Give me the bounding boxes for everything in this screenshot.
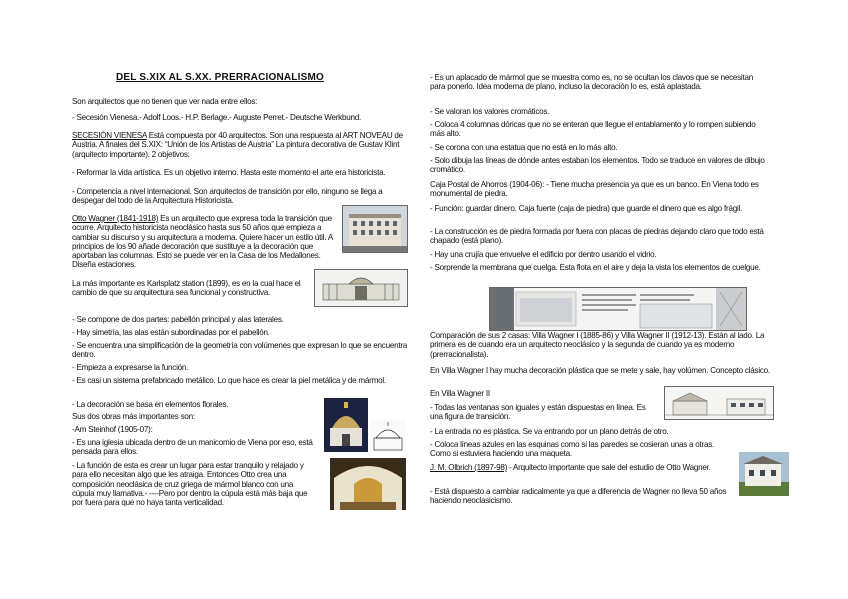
villa-wagner-2-point-1: - Todas las ventanas son iguales y están dispuestas en línea. Es una figura de transición. [430,403,646,422]
villas-comparison: Comparación de sus 2 casas: Villa Wagner I (1885-86) y Villa Wagner II (1912-13). Están al lado. La primera es de cuando era un arquitecto neoclásico y la segunda de cuando ya es moderno (prerracionalista). [430,331,765,359]
steinhof-point-1: - Es una iglesia ubicada dentro de un manicomio de Viena por eso, está pensada para ellos. [72,438,313,457]
steinhof-point-2: - La función de esta es crear un lugar para estar tranquilo y relajado y para ello necesitan algo que les atraiga. Entonces Otto crea una composición neoclásica de cruz griega de mármol blanco con una cúpula muy llamativa.- ----Pero por dentro la cúpula está más baja que por fuera para que no haya tanta verticalidad. [72,461,308,508]
wagner-paragraph [72,214,334,270]
architects-list: - Secesión Vienesa.- Adolf Loos.- H.P. Berlage.- Auguste Perret.- Deutsche Werkbund. [72,113,361,122]
karlsplatz-point-5: - Es casi un sistema prefabricado metálico. Lo que hace es crear la piel metálica y de mármol. [72,376,386,385]
karlsplatz-paragraph: La más importante es Karlsplatz station (1899), es en la cual hace el cambio de que su arquitectura sea funcional y constructiva. [72,279,301,298]
steinhof-point-3: - Es un aplacado de mármol que se muestra como es, no se ocultan los clavos que se necesitan para ponerlo. Idea moderna de plano, incluso la decoración lo es, está aplastada. [430,73,753,92]
karlsplatz-point-6: - La decoración se basa en elementos florales. [72,400,229,409]
photo-karlsplatz-station [314,269,408,307]
karlsplatz-point-2: - Hay simetría, las alas están subordinadas por el pabellón. [72,328,270,337]
photo-caja-postal-panorama [489,287,747,331]
steinhof-point-4: - Se valoran los valores cromáticos. [430,107,550,116]
secesion-text: Está compuesta por 40 arquitectos. Son una respuesta al ART NOVEAU de Austria. A finales del S.XIX: “Unión de los Artistas de Austria” La pintura decorativa de Gustav Klint (arquitecto importante). 2 objetivos: [72,131,403,159]
steinhof-point-7: - Solo dibuja las líneas de dónde antes estaban los elementos. Todo se traduce en valores de dibujo cromático. [430,156,765,175]
steinhof-heading: -Am Steinhof (1905-07): [72,425,153,434]
objective-2: - Competencia a nivel internacional. Son arquitectos de transición por ello, ninguno se llega a despegar del todo de la Arquitectura Historicista. [72,187,383,206]
photo-steinhof-church [324,398,368,452]
olbrich-text: - Arquitecto importante que sale del estudio de Otto Wagner. [507,463,711,472]
karlsplatz-point-4: - Empieza a expresarse la función. [72,363,189,372]
secesion-paragraph [72,131,412,159]
works-heading: Sus dos obras más importantes son: [72,412,195,421]
olbrich-point-1: - Está dispuesto a cambiar radicalmente ya que a diferencia de Wagner no lleva 50 años haciendo neoclasicismo. [430,487,727,506]
steinhof-point-6: - Se corona con una estatua que no está en lo más alto. [430,143,618,152]
caja-postal-point-1: - Función: guardar dinero. Caja fuerte (caja de piedra) que guarde el dinero que es algo frágil. [430,204,743,213]
objective-1: - Reformar la vida artística. Es un objetivo interno. Hasta este momento el arte era historicista. [72,168,386,177]
wagner-text: Es un arquitecto que expresa toda la transición que ocurre. Arquitecto historicista neoclásico hasta sus 50 años que empieza a cambiar su discurso y su arquitectura a moderna. Quiere hacer un estilo útil. A principios de los 90 añade decoración que sustituye a la decoración que aportaban las columnas. Esto se puede ver en la Casa de los Medallones. Diseña estaciones. [72,214,333,270]
photo-olbrich-building [739,452,789,496]
villa-wagner-1: En Villa Wagner I hay mucha decoración plástica que se mete y sale, hay volúmen. Concepto clásico. [430,366,770,375]
page-title: DEL S.XIX AL S.XX. PRERRACIONALISMO [116,72,324,83]
wagner-heading: Otto Wagner (1841-1918) [72,214,159,223]
caja-postal-point-2: - La construcción es de piedra formada por fuera con placas de piedras dejando claro que todo está chapado (está plano). [430,227,764,246]
photo-steinhof-drawing [370,420,406,452]
olbrich-heading: J. M. Olbrich (1897-98) [430,463,508,472]
intro-text: Son arquitectos que no tienen que ver nada entre ellos: [72,97,258,106]
olbrich-paragraph [430,463,726,472]
villa-wagner-2-point-2: - La entrada no es plástica. Se va entrando por un plano detrás de otro. [430,427,669,436]
photo-casa-medallones [342,205,408,253]
caja-postal-paragraph: Caja Postal de Ahorros (1904-06): - Tiene mucha presencia ya que es un banco. En Viena todo es monumental de piedra. [430,180,759,199]
secesion-heading: SECESIÓN VIENESA [72,131,147,140]
photo-villas-wagner [664,386,774,420]
karlsplatz-point-1: - Se compone de dos partes: pabellón principal y alas laterales. [72,315,284,324]
karlsplatz-point-3: - Se encuentra una simplificación de la geometría con volúmenes que expresan lo que se encuentra dentro. [72,341,408,360]
villa-wagner-2-point-3: - Coloca líneas azules en las esquinas como si las paredes se cosieran unas a otras. Como si estuviera haciendo una maqueta. [430,440,715,459]
caja-postal-point-4: - Sorprende la membrana que cuelga. Esta flota en el aire y deja la vista los elementos de cuelgue. [430,263,761,272]
steinhof-point-5: - Coloca 4 columnas dóricas que no se enteran que llegue el entablamento y lo rompen subiendo más alto. [430,120,756,139]
photo-steinhof-interior [330,458,406,510]
caja-postal-point-3: - Hay una crujía que envuelve el edificio por dentro usando el vidrio. [430,250,657,259]
villa-wagner-2-heading: En Villa Wagner II [430,389,490,398]
